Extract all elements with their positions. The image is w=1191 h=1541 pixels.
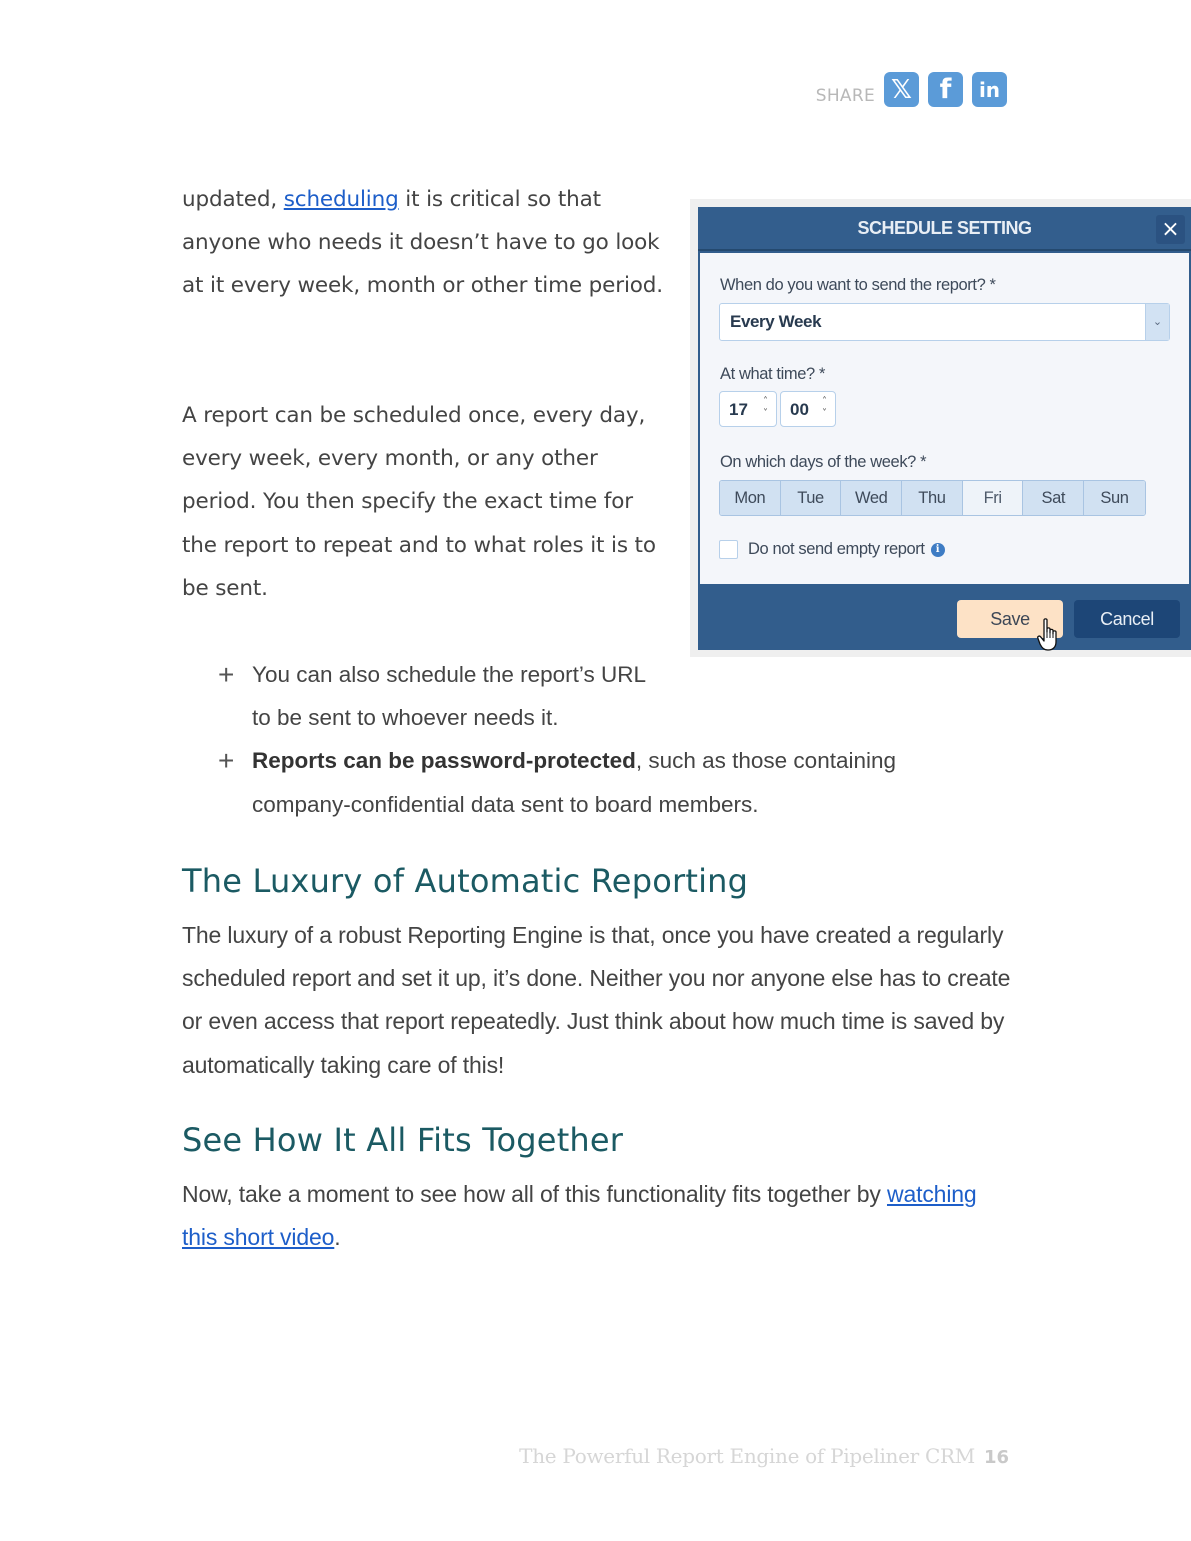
empty-report-label: Do not send empty report <box>748 540 925 558</box>
hour-stepper[interactable] <box>719 391 777 427</box>
video-paragraph <box>182 1173 1012 1259</box>
day-toggle-sat[interactable]: Sat <box>1023 481 1084 515</box>
hour-value: 17 <box>729 400 748 419</box>
bullet-item <box>218 739 978 825</box>
schedule-setting-dialog <box>698 207 1191 650</box>
scheduling-link[interactable]: scheduling <box>283 187 399 212</box>
share-label: SHARE <box>815 86 875 106</box>
luxury-paragraph: The luxury of a robust Reporting Engine is that, once you have created a regularly scheduled report and set it up, it’s done. Neither you nor anyone else has to create or even access that report repeatedly. Just think about how much time is saved by automatically taking care of this! <box>182 922 1011 1078</box>
plus-bullet-icon: + <box>218 659 235 690</box>
save-button[interactable]: Save <box>957 600 1063 638</box>
bullet-list <box>218 653 978 826</box>
hand-pointer-cursor-icon <box>1037 618 1061 652</box>
linkedin-icon[interactable]: in <box>972 72 1007 107</box>
days-label: On which days of the week? * <box>720 453 927 471</box>
intro-paragraph <box>182 178 672 308</box>
day-toggle-thu[interactable]: Thu <box>902 481 963 515</box>
plus-bullet-icon: + <box>218 745 235 777</box>
share-bar <box>816 72 1007 107</box>
page-footer <box>519 1444 1009 1468</box>
schedule-paragraph: A report can be scheduled once, every day, every week, every month, or any other period. You then specify the exact time for the report to repeat and to what roles it is to be sent. <box>182 403 656 601</box>
chevron-down-icon[interactable]: ⌄ <box>1145 304 1169 340</box>
day-toggle-sun[interactable]: Sun <box>1084 481 1145 515</box>
empty-report-option <box>719 540 945 559</box>
dialog-body <box>700 253 1189 584</box>
info-icon[interactable]: i <box>931 543 945 557</box>
close-icon[interactable]: × <box>1156 215 1185 244</box>
day-toggle-tue[interactable]: Tue <box>781 481 842 515</box>
empty-report-checkbox[interactable] <box>719 540 738 559</box>
video-link[interactable]: watching this short video <box>182 1181 977 1251</box>
frequency-select[interactable] <box>719 303 1170 341</box>
cancel-button[interactable]: Cancel <box>1074 600 1180 638</box>
bullet-bold-text: Reports can be password-protected <box>252 748 636 774</box>
day-toggle-fri[interactable]: Fri <box>963 481 1024 515</box>
footer-document-title: The Powerful Report Engine of Pipeliner CRM <box>519 1444 975 1468</box>
time-label: At what time? * <box>720 365 825 383</box>
bullet-text <box>252 739 978 825</box>
intro-text-start: updated, <box>182 187 284 212</box>
dialog-header <box>698 207 1191 251</box>
x-twitter-icon[interactable]: 𝕏 <box>884 72 919 107</box>
bullet-item <box>218 653 668 739</box>
video-text-start: Now, take a moment to see how all of this functionality fits together by <box>182 1181 887 1207</box>
stepper-arrows-icon[interactable]: ˄ ˅ <box>763 396 768 419</box>
minute-value: 00 <box>790 400 809 419</box>
weekday-toggle-group <box>719 480 1146 516</box>
day-toggle-wed[interactable]: Wed <box>841 481 902 515</box>
frequency-value: Every Week <box>730 312 822 331</box>
page-number: 16 <box>983 1447 1009 1468</box>
bullet-rest-text: , such as those containing company-confidential data sent to board members. <box>252 748 897 817</box>
section-heading-luxury: The Luxury of Automatic Reporting <box>182 862 749 900</box>
stepper-arrows-icon[interactable]: ˄ ˅ <box>822 396 827 419</box>
section-heading-fits-together: See How It All Fits Together <box>182 1121 624 1159</box>
day-toggle-mon[interactable]: Mon <box>720 481 781 515</box>
bullet-text: You can also schedule the report’s URL to be sent to whoever needs it. <box>252 662 646 731</box>
minute-stepper[interactable] <box>780 391 836 427</box>
intro-text-end: it is critical so that anyone who needs it doesn’t have to go look at it every week, month or other time period. <box>182 187 663 299</box>
facebook-icon[interactable]: f <box>928 72 963 107</box>
frequency-label: When do you want to send the report? * <box>720 276 996 294</box>
dialog-title: SCHEDULE SETTING <box>857 218 1032 238</box>
video-text-end: . <box>334 1224 341 1251</box>
